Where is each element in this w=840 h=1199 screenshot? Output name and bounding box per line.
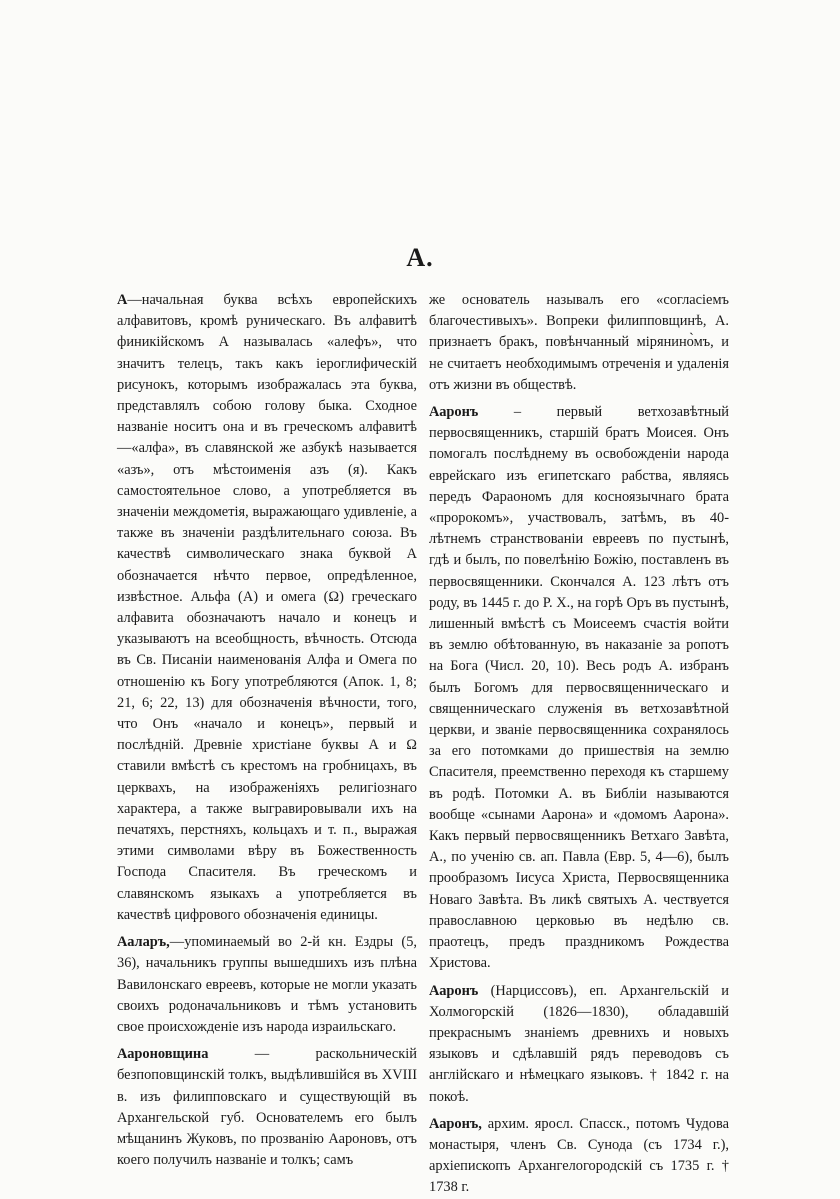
entry-aaron-archimandrite (429, 1114, 729, 1199)
entry-text: архим. яросл. Спасск., потомъ Чудова монастыря, членъ Св. Сунода (съ 1734 г.), архіепископъ Архангелогородскій съ 1735 г. † 1738 г. (429, 1115, 729, 1196)
entry-headword: А (117, 292, 128, 308)
entry-text: – первый ветхозавѣтный первосвященникъ, старшій братъ Моисея. Онъ помогалъ послѣднему въ освобожденіи народа еврейскаго изъ египетскаго рабства, являясь передъ Фараономъ для косноязычнаго брата «пророкомъ», участвовалъ, затѣмъ, въ 40-лѣтнемъ странствованіи евреевъ по пустынѣ, гдѣ и былъ, по повелѣнію Божію, поставленъ въ первосвященники. Скончался А. 123 лѣтъ отъ роду, въ 1445 г. до Р. Х., на горѣ Оръ въ пустынѣ, лишенный вмѣстѣ съ Моисеемъ счастія войти въ землю обѣтованную, въ наказаніе за ропотъ на Бога (Числ. 20, 10). Весь родъ А. избранъ былъ Богомъ для первосвященническаго и священническаго служенія въ ветхозавѣтной церкви, и званіе первосвященника сохранялось за его потомками до пришествія на землю Спасителя, преемственно переходя къ старшему въ родѣ. Потомки А. въ Библіи называются вообще «сынами Аарона» и «домомъ Аарона». Какъ первый первосвященникъ Ветхаго Завѣта, А., по ученію св. ап. Павла (Евр. 5, 4—6), былъ прообразомъ Іисуса Христа, Первосвященника Новаго Завѣта. Въ ликѣ святыхъ А. чествуется православною церковью въ недѣлю св. праотецъ, предъ праздникомъ Рождества Христова. (429, 404, 729, 972)
entry-headword: Ааронъ (429, 982, 479, 999)
entry-text: (Нарциссовъ), еп. Архангельскій и Холмогорскій (1826—1830), обладавшій прекраснымъ знаніемъ древнихъ и новыхъ языковъ и сдѣлавшій рядъ переводовъ съ англійскаго и нѣмецкаго языковъ. † 1842 г. на покоѣ. (429, 982, 729, 1105)
entry-aaron-high-priest (429, 402, 729, 974)
entry-aaronovshchina (117, 1044, 417, 1171)
entry-a (117, 290, 417, 926)
entry-aaron-bishop (429, 981, 729, 1108)
entry-text: — раскольническій безпоповщинскій толкъ, выдѣлившійся въ XVIII в. изъ филипповскаго и существующій въ Архангельской губ. Основателемъ его былъ мѣщанинъ Жуковъ, по прозванію Аароновъ, отъ коего получилъ названіе и толкъ; самъ (117, 1046, 417, 1169)
entry-aalar (117, 932, 417, 1038)
entry-text: —упоминаемый во 2-й кн. Ездры (5, 36), начальникъ группы вышедшихъ изъ плѣна Вавилонскаго евреевъ, которые не могли указать своихъ родоначальниковъ и тѣмъ установить свое происхожденіе изъ народа израильскаго. (117, 934, 417, 1035)
entry-headword: Ааларъ, (117, 934, 170, 951)
entry-headword: Ааронъ, (429, 1115, 482, 1132)
entry-headword: Ааронъ (429, 404, 479, 421)
entry-headword: Аароновщина (117, 1046, 209, 1063)
right-column (429, 290, 729, 1199)
entry-text: же основатель называлъ его «согласіемъ благочестивыхъ». Вопреки филипповщинѣ, А. признаетъ бракъ, повѣнчанный мірянино̀мъ, и не считаетъ необходимымъ отреченія и удаленія отъ жизни въ обществѣ. (429, 292, 729, 393)
entry-continuation (429, 290, 729, 396)
entry-text: —начальная буква всѣхъ европейскихъ алфавитовъ, кромѣ руническаго. Въ алфавитѣ финикійскомъ А называлась «алефъ», что значитъ телецъ, такъ какъ іероглифическій рисунокъ, которымъ изображалась эта буква, представлялъ собою голову быка. Сходное названіе носитъ она и въ греческомъ алфавитѣ—«алфа», въ славянской же азбукѣ называется «азъ», отъ мѣстоименія азъ (я). Какъ самостоятельное слово, а употребляется въ значеніи междометія, выражающаго удивленіе, а также въ значеніи раздѣлительнаго союза. Въ качествѣ символическаго знака буквой А обозначается нѣчто первое, опредѣленное, извѣстное. Альфа (А) и омега (Ω) греческаго алфавита обозначаютъ начало и конецъ и указываютъ на всеобщность, вѣчность. Отсюда въ Св. Писаніи наименованія Алфа и Омега по отношенію къ Богу употребляются (Апок. 1, 8; 21, 6; 22, 13) для обозначенія вѣчности, того, что Онъ «начало и конецъ», первый и послѣдній. Древніе христіане буквы А и Ω ставили вмѣстѣ съ крестомъ на гробницахъ, въ церквахъ, на изображеніяхъ религіознаго характера, а также выгравировывали ихъ на печатяхъ, перстняхъ, кольцахъ и т. п., выражая этими символами вѣру въ Божественность Господа Спасителя. Въ греческомъ и славянскомъ языкахъ а употребляется въ качествѣ цифрового обозначенія единицы. (117, 292, 417, 923)
page-heading: А. (406, 243, 434, 272)
left-column (117, 290, 417, 1171)
